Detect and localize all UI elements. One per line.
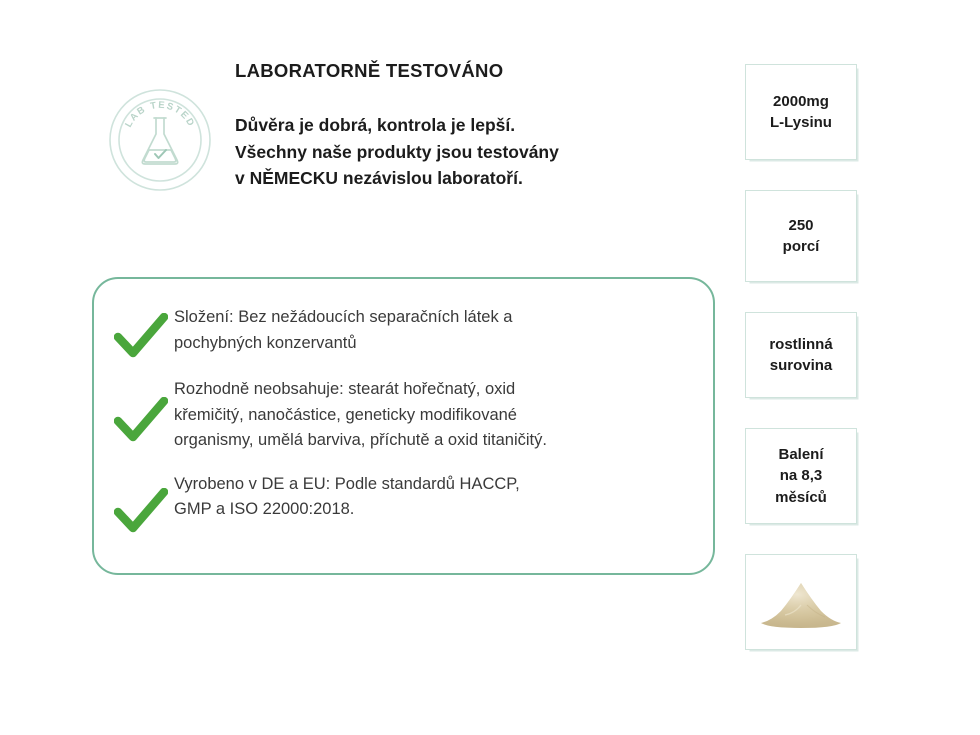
claim-2-line-2: křemičitý, nanočástice, geneticky modifikované — [174, 405, 517, 424]
spec-box-plant-source — [745, 312, 857, 398]
check-mark-icon — [114, 313, 168, 359]
spec-1-line-2: L-Lysinu — [770, 114, 832, 131]
lab-tested-seal-icon — [108, 88, 212, 192]
claim-3-line-2: GMP a ISO 22000:2018. — [174, 500, 355, 519]
spec-box-text — [783, 215, 820, 258]
claim-3-line-1: Vyrobeno v DE a EU: Podle standardů HACCP, — [174, 474, 520, 493]
list-item-text — [174, 375, 547, 454]
list-item — [114, 303, 695, 359]
spec-4-line-1: Balení — [778, 446, 824, 464]
list-item — [114, 470, 695, 534]
spec-box-text — [770, 91, 832, 134]
powder-pile-image — [755, 571, 847, 633]
spec-3-line-2: surovina — [769, 357, 833, 374]
list-item-text — [174, 303, 512, 356]
subtitle-line-3: v NĚMECKU nezávislou laboratoří. — [235, 168, 523, 189]
claim-2-line-1: Rozhodně neobsahuje: stearát hořečnatý, oxid — [174, 380, 516, 398]
page-subtitle — [235, 112, 705, 192]
subtitle-line-1: Důvěra je dobrá, kontrola je lepší. — [235, 115, 516, 136]
spec-box-list — [745, 64, 857, 650]
spec-box-dosage — [745, 64, 857, 160]
page-title: LABORATORNĚ TESTOVÁNO — [235, 60, 504, 81]
spec-box-supply-duration — [745, 428, 857, 524]
spec-box-servings — [745, 190, 857, 282]
header-text-block — [235, 60, 705, 192]
check-mark-icon — [114, 488, 168, 534]
spec-box-text — [775, 444, 827, 508]
spec-2-line-1: 250 — [788, 216, 814, 234]
spec-3-line-1: rostlinná — [769, 335, 833, 353]
list-item-text — [174, 470, 520, 523]
claims-list — [114, 303, 695, 534]
claims-panel — [92, 277, 715, 575]
check-mark-icon — [114, 397, 168, 443]
claim-1-line-2: pochybných konzervantů — [174, 333, 357, 352]
spec-box-powder-image — [745, 554, 857, 650]
spec-4-line-3: měsíců — [775, 488, 827, 506]
spec-4-line-2: na 8,3 — [779, 467, 823, 485]
spec-1-line-1: 2000mg — [773, 92, 829, 110]
spec-box-text — [769, 334, 832, 377]
svg-text:LAB TESTED: LAB TESTED — [123, 99, 197, 130]
claim-2-line-3: organismy, umělá barviva, příchutě a oxid titaničitý. — [174, 431, 547, 450]
claim-1-line-1: Složení: Bez nežádoucích separačních látek a — [174, 308, 513, 326]
list-item — [114, 375, 695, 454]
subtitle-line-2: Všechny naše produkty jsou testovány — [235, 141, 559, 162]
spec-2-line-2: porcí — [782, 238, 820, 255]
